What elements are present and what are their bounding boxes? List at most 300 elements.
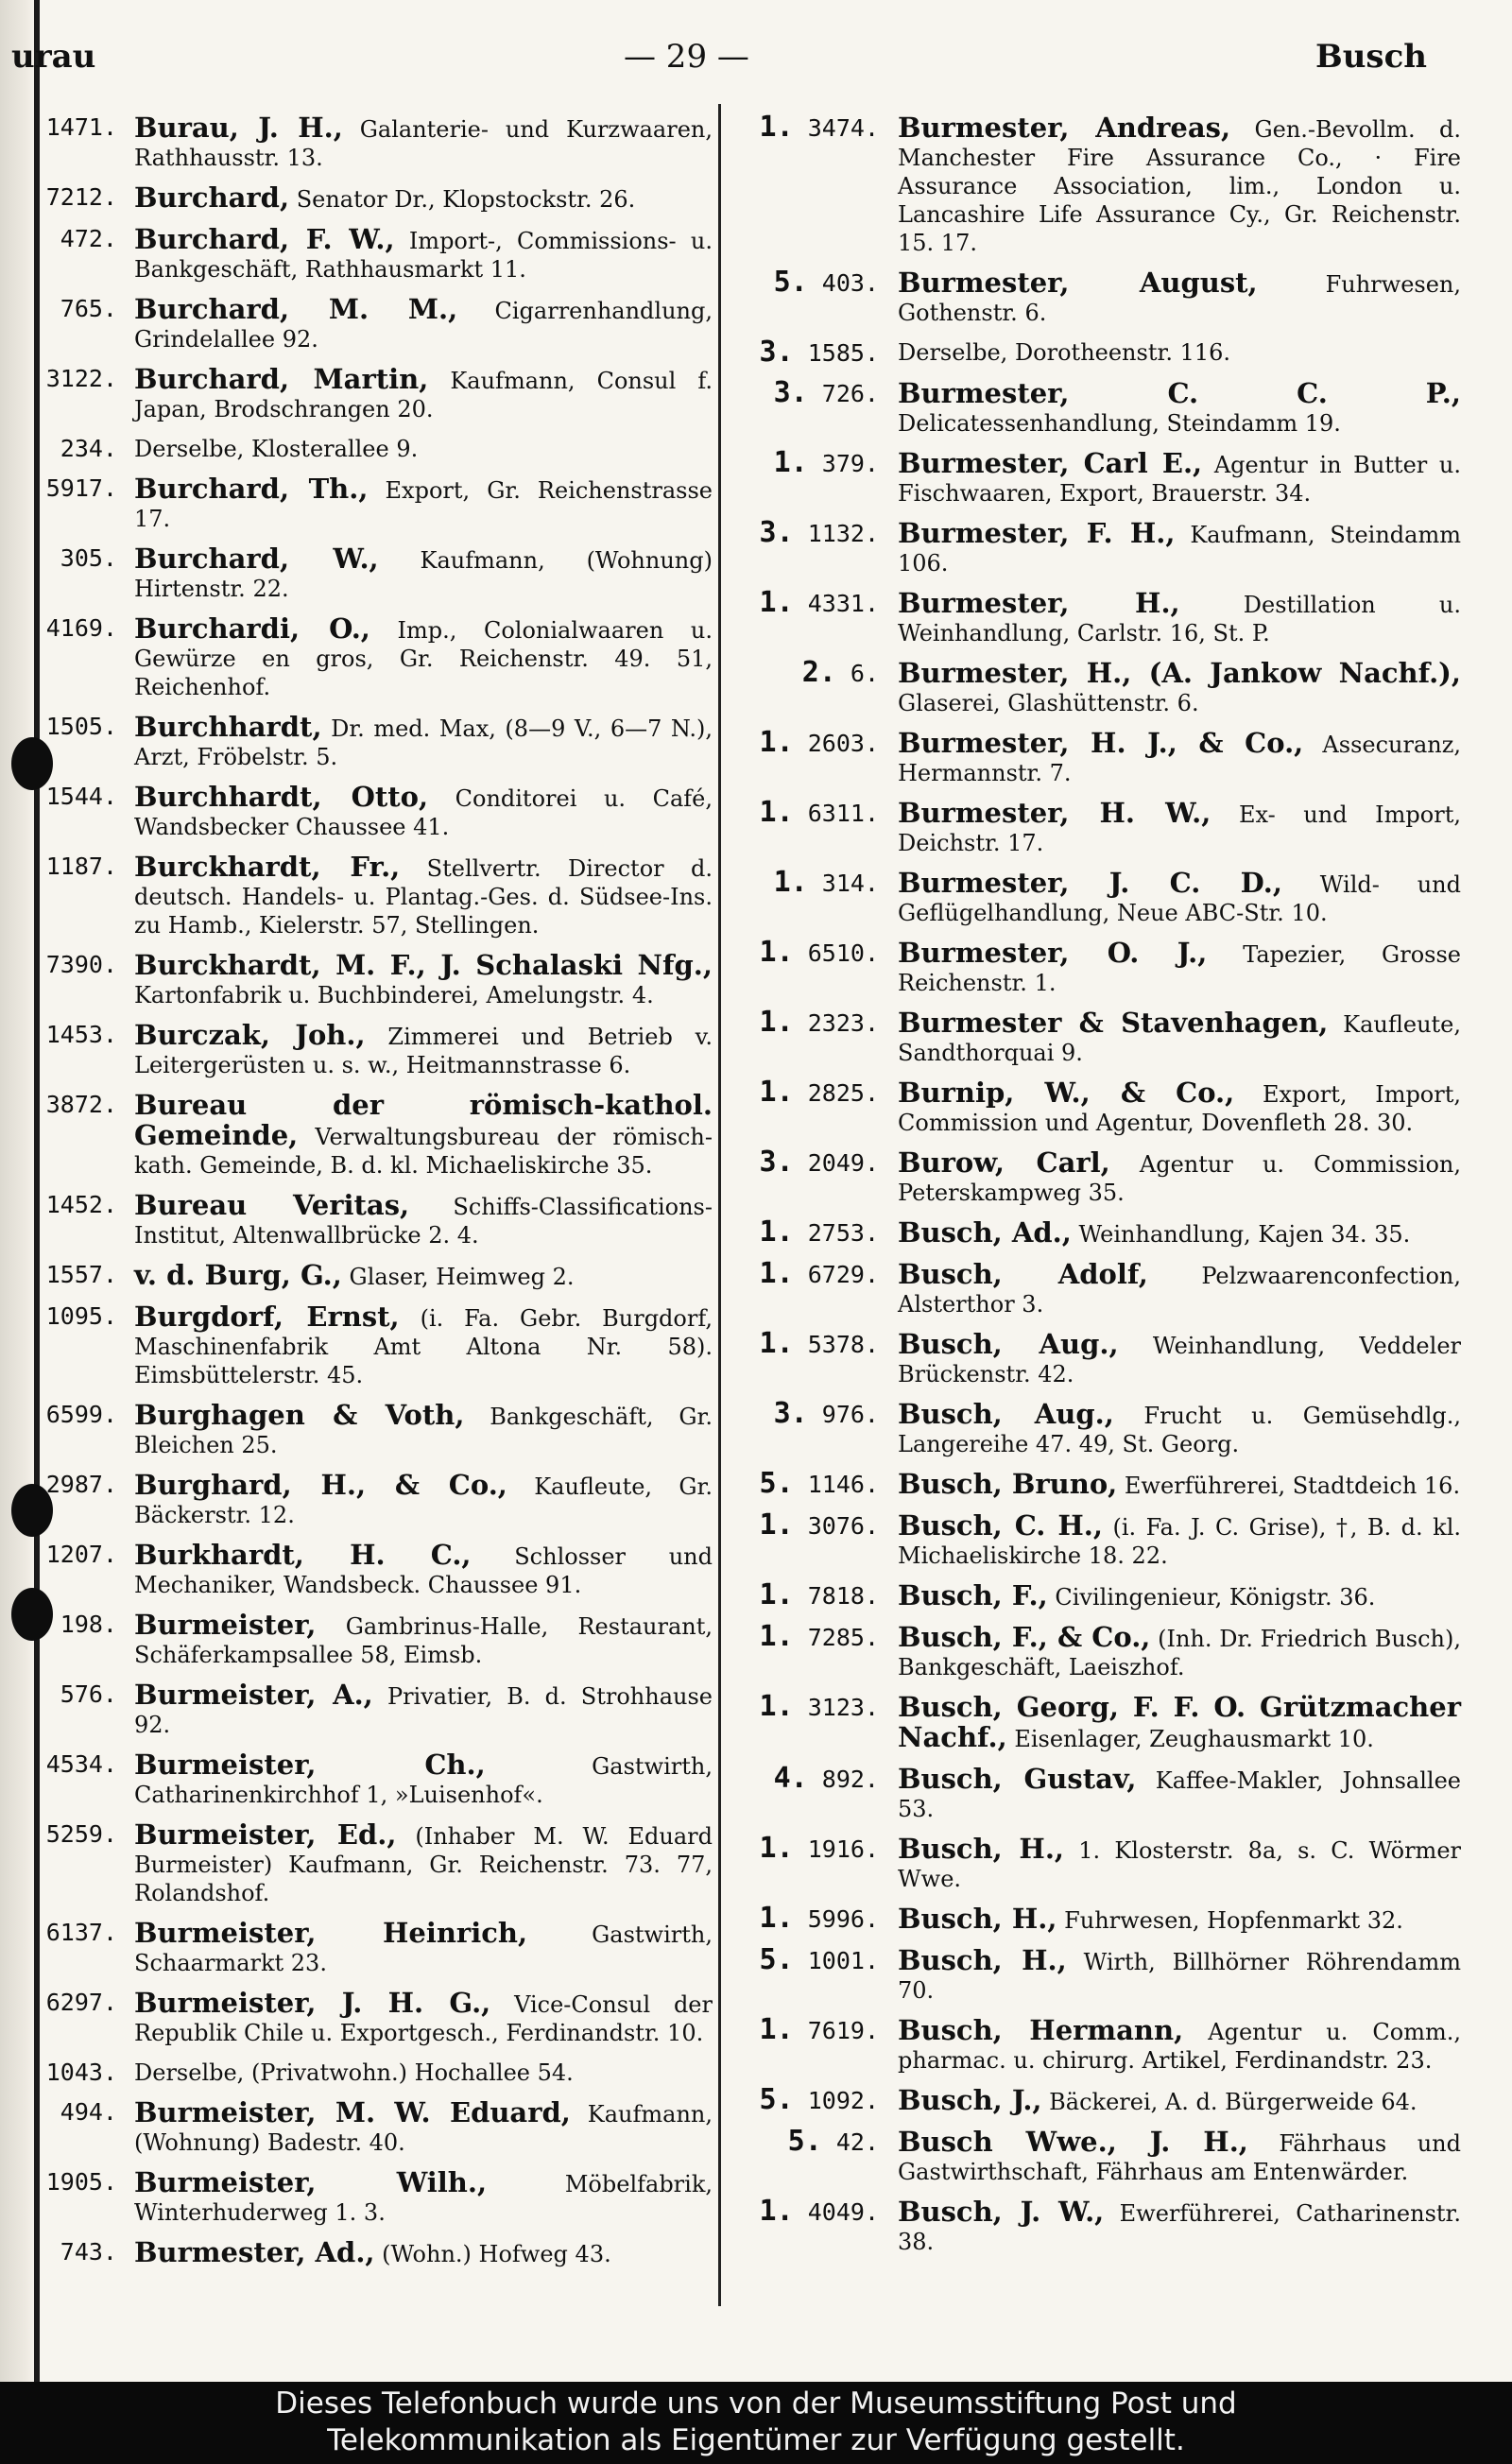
phone-number xyxy=(13,853,134,881)
directory-entry xyxy=(728,376,1461,438)
phone-number xyxy=(728,2013,898,2046)
subscriber-name: Burchard, Martin, xyxy=(134,363,429,395)
subscriber-name: Burmester, C. C. P., xyxy=(898,377,1461,409)
entry-details: Derselbe, (Privatwohn.) Hochallee 54. xyxy=(134,2059,574,2086)
directory-entry xyxy=(728,2125,1461,2186)
running-head-left: urau xyxy=(11,38,96,76)
entry-details: Gastwirth, Schaarmarkt 23. xyxy=(134,1921,713,1976)
directory-entry xyxy=(728,656,1461,717)
entry-body xyxy=(134,2098,713,2157)
subscriber-number: 2323. xyxy=(807,1009,879,1037)
entry-details: Tapezier, Grosse Reichenstr. 1. xyxy=(898,941,1461,996)
entry-body xyxy=(134,1091,713,1180)
directory-entry xyxy=(728,1904,1461,1935)
phone-number xyxy=(13,951,134,979)
entry-details: Derselbe, Klosterallee 9. xyxy=(134,436,419,462)
subscriber-number: 3872. xyxy=(45,1091,117,1118)
directory-entry xyxy=(728,2083,1461,2116)
subscriber-name: Burckhardt, Fr., xyxy=(134,851,401,883)
phone-number xyxy=(13,365,134,393)
subscriber-name: Burow, Carl, xyxy=(898,1146,1110,1179)
footer-line-1: Dieses Telefonbuch wurde uns von der Museumsstiftung Post und xyxy=(275,2386,1237,2421)
entry-details: Zimmerei und Betrieb v. Leitergerüsten u. s. w., Heitmannstrasse 6. xyxy=(134,1024,713,1078)
phone-number xyxy=(13,713,134,741)
subscriber-number: 6729. xyxy=(807,1261,879,1288)
entry-details: Agentur u. Commission, Peterskampweg 35. xyxy=(898,1151,1461,1206)
subscriber-name: Bureau Veritas, xyxy=(134,1189,410,1221)
entry-body xyxy=(134,1471,713,1529)
entry-body xyxy=(898,113,1461,257)
subscriber-number: 472. xyxy=(60,225,117,252)
exchange-number: 1. xyxy=(759,586,794,619)
right-column xyxy=(728,113,1461,2267)
entry-body xyxy=(134,783,713,841)
entry-body xyxy=(134,1680,713,1739)
subscriber-name: Burmeister, J. H. G., xyxy=(134,1987,491,2019)
entry-body xyxy=(134,614,713,701)
phone-number xyxy=(728,1008,898,1038)
phone-number xyxy=(728,1078,898,1108)
subscriber-number: 1452. xyxy=(45,1191,117,1218)
entry-details: Ex- und Import, Deichstr. 17. xyxy=(898,801,1461,856)
directory-entry xyxy=(728,1620,1461,1681)
entry-body xyxy=(898,1511,1461,1570)
entry-body xyxy=(134,225,713,284)
directory-entry xyxy=(728,516,1461,577)
directory-entry xyxy=(728,1467,1461,1500)
entry-details: (Inh. Dr. Friedrich Busch), Bankgeschäft, Laeiszhof. xyxy=(898,1626,1461,1680)
subscriber-name: Burmester, O. J., xyxy=(898,937,1208,969)
phone-number xyxy=(13,544,134,573)
phone-number xyxy=(13,1750,134,1779)
subscriber-name: Burczak, Joh., xyxy=(134,1019,366,1051)
entry-details: Schlosser und Mechaniker, Wandsbeck. Chaussee 91. xyxy=(134,1543,713,1598)
phone-number xyxy=(728,268,898,298)
subscriber-name: Busch, H., xyxy=(898,1833,1065,1865)
entry-details: Imp., Colonialwaaren u. Gewürze en gros, Gr. Reichenstr. 49. 51, Reichenhof. xyxy=(134,617,713,700)
subscriber-name: Burmester, August, xyxy=(898,267,1258,299)
entry-details: Kaufmann, (Wohnung) Badestr. 40. xyxy=(134,2101,713,2156)
directory-entry xyxy=(13,1989,713,2047)
entry-body xyxy=(134,1401,713,1459)
subscriber-name: Burmester, H. W., xyxy=(898,797,1211,829)
phone-number xyxy=(728,866,898,899)
subscriber-name: Burchhardt, Otto, xyxy=(134,781,429,813)
entry-body xyxy=(134,183,713,214)
subscriber-name: Burnip, W., & Co., xyxy=(898,1077,1235,1109)
entry-body xyxy=(898,338,1461,367)
subscriber-name: Busch, Georg, F. F. O. Grützmacher Nachf., xyxy=(898,1691,1461,1753)
directory-entry xyxy=(13,1401,713,1459)
entry-body xyxy=(898,519,1461,577)
phone-number xyxy=(728,1215,898,1249)
subscriber-number: 379. xyxy=(821,450,879,477)
subscriber-name: Burmeister, Ed., xyxy=(134,1818,397,1851)
phone-number xyxy=(728,1148,898,1178)
exchange-number: 5. xyxy=(759,1943,794,1976)
subscriber-number: 6137. xyxy=(45,1919,117,1946)
entry-body xyxy=(898,2197,1461,2256)
directory-entry xyxy=(728,1215,1461,1249)
subscriber-name: Burmeister, M. W. Eduard, xyxy=(134,2096,571,2128)
directory-entry xyxy=(13,1021,713,1079)
subscriber-number: 7285. xyxy=(807,1624,879,1651)
subscriber-number: 5259. xyxy=(45,1820,117,1848)
phone-number xyxy=(13,183,134,212)
exchange-number: 5. xyxy=(759,1467,794,1500)
phone-number xyxy=(13,1261,134,1289)
phone-number xyxy=(728,1904,898,1934)
subscriber-name: Burchhardt, xyxy=(134,711,322,743)
exchange-number: 1. xyxy=(773,446,808,479)
phone-number xyxy=(728,446,898,479)
phone-number xyxy=(728,1762,898,1795)
entry-body xyxy=(134,1989,713,2047)
subscriber-number: 576. xyxy=(60,1680,117,1708)
entry-body xyxy=(898,1904,1461,1935)
subscriber-number: 305. xyxy=(60,544,117,572)
directory-entry xyxy=(13,183,713,214)
directory-entry xyxy=(13,113,713,172)
entry-details: Senator Dr., Klopstockstr. 26. xyxy=(296,186,636,213)
entry-body xyxy=(898,1835,1461,1893)
entry-details: Kaffee-Makler, Johnsallee 53. xyxy=(898,1767,1461,1822)
directory-entry xyxy=(13,1750,713,1809)
entry-body xyxy=(134,1820,713,1907)
subscriber-number: 2049. xyxy=(807,1149,879,1177)
subscriber-number: 1043. xyxy=(45,2059,117,2086)
directory-entry xyxy=(13,1471,713,1529)
phone-number xyxy=(13,2098,134,2127)
phone-number xyxy=(728,2083,898,2116)
entry-details: Conditorei u. Café, Wandsbecker Chaussee 41. xyxy=(134,785,713,840)
directory-entry xyxy=(13,1302,713,1389)
entry-details: Pelzwaarenconfection, Alsterthor 3. xyxy=(898,1263,1461,1318)
entry-body xyxy=(898,1008,1461,1067)
directory-entry xyxy=(728,1327,1461,1388)
phone-number xyxy=(13,1680,134,1709)
subscriber-name: Burmester, Andreas, xyxy=(898,112,1231,144)
entry-details: Fährhaus und Gastwirthschaft, Fährhaus am Entenwärder. xyxy=(898,2130,1461,2185)
entry-details: Wild- und Geflügelhandlung, Neue ABC-Str. 10. xyxy=(898,871,1461,926)
subscriber-name: Busch, H., xyxy=(898,1903,1057,1935)
subscriber-number: 6599. xyxy=(45,1401,117,1428)
entry-body xyxy=(134,474,713,533)
subscriber-number: 234. xyxy=(60,435,117,462)
entry-details: Eisenlager, Zeughausmarkt 10. xyxy=(1014,1726,1374,1752)
exchange-number: 1. xyxy=(759,1620,794,1653)
directory-entry xyxy=(728,1690,1461,1753)
entry-details: Fuhrwesen, Hopfenmarkt 32. xyxy=(1064,1907,1403,1934)
entry-body xyxy=(898,1693,1461,1753)
entry-body xyxy=(898,659,1461,717)
directory-entry xyxy=(728,796,1461,857)
entry-details: Kaufmann, Steindamm 106. xyxy=(898,522,1461,577)
entry-body xyxy=(134,365,713,423)
subscriber-number: 6311. xyxy=(807,800,879,827)
entry-details: (i. Fa. J. C. Grise), †, B. d. kl. Michaeliskirche 18. 22. xyxy=(898,1514,1461,1569)
phone-number xyxy=(728,1467,898,1500)
entry-details: Dr. med. Max, (8—9 V., 6—7 N.), Arzt, Fröbelstr. 5. xyxy=(134,715,713,770)
directory-entry xyxy=(13,951,713,1009)
subscriber-name: Burmester, H. J., & Co., xyxy=(898,727,1304,759)
subscriber-number: 7390. xyxy=(45,951,117,978)
directory-entry xyxy=(13,1919,713,1977)
entry-body xyxy=(134,1750,713,1809)
phone-number xyxy=(728,516,898,549)
exchange-number: 1. xyxy=(759,1006,794,1039)
phone-number xyxy=(13,1919,134,1947)
exchange-number: 3. xyxy=(773,1397,808,1430)
subscriber-number: 2825. xyxy=(807,1079,879,1107)
phone-number xyxy=(13,474,134,503)
entry-details: Destillation u. Weinhandlung, Carlstr. 16, St. P. xyxy=(898,592,1461,646)
subscriber-number: 3076. xyxy=(807,1512,879,1540)
entry-body xyxy=(898,449,1461,508)
entry-body xyxy=(134,295,713,353)
directory-entry xyxy=(728,2013,1461,2075)
exchange-number: 1. xyxy=(759,1257,794,1290)
subscriber-number: 403. xyxy=(821,269,879,297)
subscriber-number: 6. xyxy=(850,660,879,687)
subscriber-number: 1557. xyxy=(45,1261,117,1288)
entry-body xyxy=(134,853,713,939)
entry-details: (i. Fa. Gebr. Burgdorf, Maschinenfabrik Amt Altona Nr. 58). Eimsbüttelerstr. 45. xyxy=(134,1305,713,1388)
exchange-number: 2. xyxy=(801,656,836,689)
subscriber-number: 3123. xyxy=(807,1694,879,1721)
phone-number xyxy=(13,1401,134,1429)
exchange-number: 1. xyxy=(759,1832,794,1865)
directory-entry xyxy=(728,1148,1461,1207)
phone-number xyxy=(728,796,898,829)
directory-entry xyxy=(728,2197,1461,2256)
subscriber-name: Burmester, Ad., xyxy=(134,2236,375,2268)
subscriber-name: Busch, Hermann, xyxy=(898,2014,1184,2046)
phone-number xyxy=(13,1021,134,1049)
subscriber-number: 5378. xyxy=(807,1331,879,1358)
entry-body xyxy=(134,1261,713,1291)
subscriber-name: Burmester & Stavenhagen, xyxy=(898,1007,1329,1039)
phone-number xyxy=(13,1611,134,1639)
directory-entry xyxy=(13,1261,713,1291)
subscriber-number: 1095. xyxy=(45,1302,117,1330)
exchange-number: 5. xyxy=(773,266,808,299)
subscriber-number: 892. xyxy=(821,1766,879,1793)
phone-number xyxy=(728,1943,898,1976)
entry-details: Gambrinus-Halle, Restaurant, Schäferkampsallee 58, Eimsb. xyxy=(134,1613,713,1668)
subscriber-name: Busch, Ad., xyxy=(898,1216,1072,1249)
entry-details: Fuhrwesen, Gothenstr. 6. xyxy=(898,271,1461,326)
directory-entry xyxy=(13,853,713,939)
subscriber-number: 314. xyxy=(821,870,879,897)
exchange-number: 4. xyxy=(773,1762,808,1795)
phone-number xyxy=(728,1620,898,1653)
subscriber-name: Burghard, H., & Co., xyxy=(134,1469,507,1501)
entry-body xyxy=(134,1541,713,1599)
directory-entry xyxy=(13,783,713,841)
directory-entry xyxy=(728,268,1461,327)
entry-details: Wirth, Billhörner Röhrendamm 70. xyxy=(898,1949,1461,2004)
subscriber-name: Busch, J. W., xyxy=(898,2196,1105,2228)
directory-entry xyxy=(728,866,1461,927)
directory-entry xyxy=(13,2168,713,2227)
directory-entry xyxy=(13,544,713,603)
subscriber-name: Burmester, H., xyxy=(898,587,1180,619)
entry-details: Kaufleute, Sandthorquai 9. xyxy=(898,1011,1461,1066)
directory-entry xyxy=(728,1762,1461,1823)
entry-body xyxy=(898,1400,1461,1458)
subscriber-number: 7212. xyxy=(45,183,117,211)
entry-details: Export, Import, Commission und Agentur, Dovenfleth 28. 30. xyxy=(898,1081,1462,1136)
directory-entry xyxy=(728,1508,1461,1570)
directory-entry xyxy=(13,1820,713,1907)
entry-details: Glaser, Heimweg 2. xyxy=(349,1264,575,1290)
directory-entry xyxy=(13,1091,713,1180)
subscriber-number: 494. xyxy=(60,2098,117,2126)
subscriber-number: 1471. xyxy=(45,113,117,141)
phone-number xyxy=(13,1820,134,1849)
entry-body xyxy=(898,1470,1461,1500)
left-column xyxy=(13,113,713,2280)
subscriber-number: 1905. xyxy=(45,2168,117,2196)
entry-body xyxy=(898,2086,1461,2116)
entry-details: Delicatessenhandlung, Steindamm 19. xyxy=(898,410,1341,437)
subscriber-name: Busch, Aug., xyxy=(898,1398,1114,1430)
subscriber-name: Busch, C. H., xyxy=(898,1509,1103,1542)
entry-details: Weinhandlung, Kajen 34. 35. xyxy=(1078,1221,1411,1248)
phone-number xyxy=(728,726,898,759)
phone-number xyxy=(728,338,898,368)
entry-body xyxy=(898,1946,1461,2005)
subscriber-number: 1187. xyxy=(45,853,117,880)
exchange-number: 3. xyxy=(759,516,794,549)
subscriber-number: 5917. xyxy=(45,474,117,502)
entry-body xyxy=(134,2059,713,2087)
entry-body xyxy=(134,435,713,463)
directory-entry xyxy=(728,1578,1461,1611)
entry-body xyxy=(898,1148,1461,1207)
directory-entry xyxy=(13,2059,713,2087)
phone-number xyxy=(13,2059,134,2087)
entry-details: (Wohn.) Hofweg 43. xyxy=(382,2241,611,2267)
subscriber-name: Burchardi, O., xyxy=(134,612,370,645)
subscriber-number: 6510. xyxy=(807,939,879,967)
directory-entry xyxy=(728,1257,1461,1318)
subscriber-number: 1146. xyxy=(807,1471,879,1498)
phone-number xyxy=(13,783,134,811)
page-number: — 29 — xyxy=(624,38,749,76)
entry-details: Kaufmann, (Wohnung) Hirtenstr. 22. xyxy=(134,547,713,602)
phone-number xyxy=(13,113,134,142)
directory-entry xyxy=(728,1397,1461,1458)
phone-number xyxy=(728,2197,898,2227)
subscriber-number: 1585. xyxy=(807,339,879,367)
entry-body xyxy=(134,544,713,603)
subscriber-name: Bureau der römisch-kathol. Gemeinde, xyxy=(134,1089,713,1151)
entry-details: Assecuranz, Hermannstr. 7. xyxy=(898,732,1461,786)
phone-number xyxy=(13,1471,134,1499)
entry-body xyxy=(134,1191,713,1249)
exchange-number: 1. xyxy=(759,726,794,759)
directory-entry xyxy=(728,1943,1461,2005)
entry-details: Import-, Commissions- u. Bankgeschäft, Rathhausmarkt 11. xyxy=(134,228,713,283)
exchange-number: 1. xyxy=(759,1508,794,1542)
entry-details: Privatier, B. d. Strohhause 92. xyxy=(134,1683,713,1738)
phone-number xyxy=(728,1327,898,1360)
subscriber-name: Burmester, Carl E., xyxy=(898,447,1203,479)
subscriber-number: 4331. xyxy=(807,590,879,617)
subscriber-name: Busch, F., & Co., xyxy=(898,1621,1151,1653)
directory-entry xyxy=(728,586,1461,647)
subscriber-name: Burchard, xyxy=(134,181,290,214)
phone-number xyxy=(13,295,134,323)
subscriber-number: 7619. xyxy=(807,2017,879,2044)
exchange-number: 1. xyxy=(759,2013,794,2046)
entry-details: Glaserei, Glashüttenstr. 6. xyxy=(898,690,1199,716)
exchange-number: 1. xyxy=(759,1902,794,1935)
entry-details: Cigarrenhandlung, Grindelallee 92. xyxy=(134,298,713,353)
entry-body xyxy=(898,1765,1461,1823)
directory-entry xyxy=(13,2238,713,2268)
footer-notice xyxy=(0,2382,1512,2464)
running-head-right: Busch xyxy=(1314,38,1427,76)
entry-details: Export, Gr. Reichenstrasse 17. xyxy=(134,477,713,532)
subscriber-name: v. d. Burg, G., xyxy=(134,1259,342,1291)
phone-number xyxy=(13,435,134,463)
phone-number xyxy=(728,1832,898,1865)
phone-number xyxy=(728,1578,898,1611)
subscriber-number: 42. xyxy=(835,2128,879,2156)
subscriber-number: 6297. xyxy=(45,1989,117,2016)
subscriber-number: 5996. xyxy=(807,1905,879,1933)
subscriber-number: 1453. xyxy=(45,1021,117,1048)
entry-body xyxy=(898,1218,1461,1249)
phone-number xyxy=(13,1091,134,1119)
subscriber-name: Busch, Adolf, xyxy=(898,1258,1148,1290)
subscriber-number: 4534. xyxy=(45,1750,117,1778)
entry-body xyxy=(134,1611,713,1669)
entry-details: Ewerführerei, Catharinenstr. 38. xyxy=(898,2200,1461,2255)
entry-body xyxy=(898,1078,1461,1137)
phone-number xyxy=(728,656,898,689)
entry-body xyxy=(898,379,1461,438)
phone-number xyxy=(728,1690,898,1723)
subscriber-number: 1001. xyxy=(807,1947,879,1974)
subscriber-number: 743. xyxy=(60,2238,117,2266)
column-divider xyxy=(718,104,721,2306)
subscriber-name: Busch, Bruno, xyxy=(898,1468,1118,1500)
entry-details: Vice-Consul der Republik Chile u. Exportgesch., Ferdinandstr. 10. xyxy=(134,1991,713,2046)
subscriber-name: Burmeister, A., xyxy=(134,1679,373,1711)
phone-number xyxy=(13,1191,134,1219)
entry-body xyxy=(898,1581,1461,1611)
subscriber-number: 1916. xyxy=(807,1835,879,1863)
directory-entry xyxy=(728,1008,1461,1067)
exchange-number: 3. xyxy=(759,336,794,369)
entry-body xyxy=(134,113,713,172)
exchange-number: 3. xyxy=(773,376,808,409)
exchange-number: 5. xyxy=(759,2083,794,2116)
directory-entry xyxy=(13,1191,713,1249)
entry-body xyxy=(898,939,1461,997)
entry-body xyxy=(898,2016,1461,2075)
entry-body xyxy=(134,951,713,1009)
subscriber-number: 4049. xyxy=(807,2198,879,2226)
directory-entry xyxy=(13,614,713,701)
directory-entry xyxy=(13,1680,713,1739)
subscriber-name: Burmeister, xyxy=(134,1609,317,1641)
entry-body xyxy=(134,1302,713,1389)
